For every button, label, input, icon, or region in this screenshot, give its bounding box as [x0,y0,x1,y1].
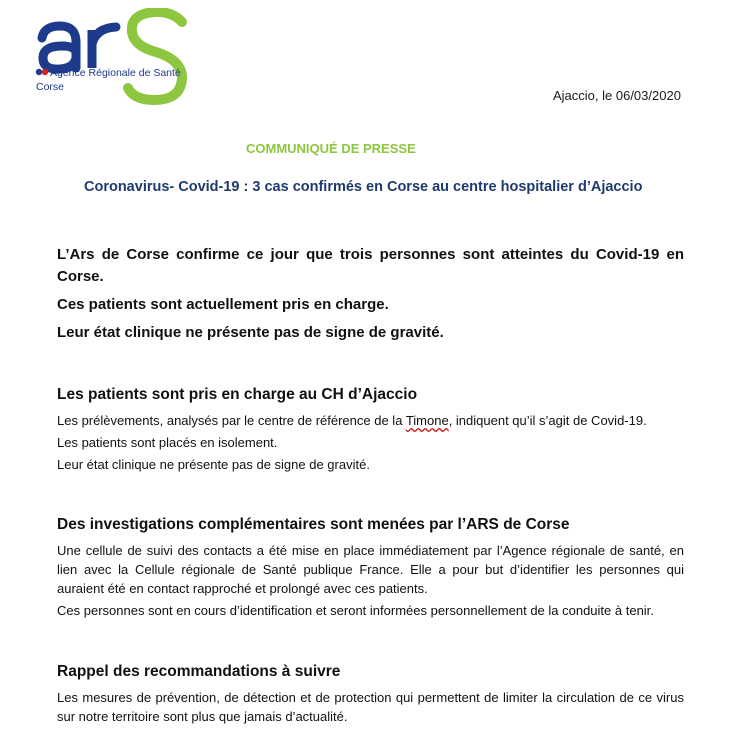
section-paragraph: Une cellule de suivi des contacts a été mise en place immédiatement par l’Agence régionale de santé, en lien avec la Cellule régionale de Santé publique France. Elle a pour but d’identifier les personnes qui auraient été en contact rapproché et prolongé avec ces patients. [57,543,684,596]
spellcheck-underlined-word: Timone [405,413,449,428]
paragraph-text: , indiquent qu’il s’agit de Covid-19. [448,413,647,428]
intro-paragraph: L’Ars de Corse confirme ce jour que trois personnes sont atteintes du Covid-19 en Corse. [57,246,684,285]
intro-paragraph: Ces patients sont actuellement pris en charge. [57,296,389,313]
logo-agency-name: Agence Régionale de Santé [50,67,181,79]
section-paragraph: Ces personnes sont en cours d’identification et seront informées personnellement de la conduite à tenir. [57,603,654,618]
press-release-label: COMMUNIQUÉ DE PRESSE [246,141,416,156]
intro-block [57,244,684,350]
section-heading: Rappel des recommandations à suivre [57,663,341,680]
document-subtitle: Coronavirus- Covid-19 : 3 cas confirmés en Corse au centre hospitalier d’Ajaccio [84,179,643,195]
section-patients [57,385,684,477]
logo-region-name: Corse [36,81,65,93]
date-line: Ajaccio, le 06/03/2020 [553,88,681,103]
ars-logo-graphic [30,8,210,108]
section-paragraph [57,411,684,430]
intro-paragraph: Leur état clinique ne présente pas de signe de gravité. [57,324,444,341]
section-heading: Des investigations complémentaires sont menées par l’ARS de Corse [57,516,570,533]
section-paragraph: Les patients sont placés en isolement. [57,435,278,450]
section-paragraph: Leur état clinique ne présente pas de signe de gravité. [57,457,370,472]
paragraph-text: Les prélèvements, analysés par le centre de référence de la [57,413,406,428]
section-recommendations [57,662,684,729]
section-investigations [57,515,684,623]
section-heading: Les patients sont pris en charge au CH d’Ajaccio [57,386,418,403]
section-paragraph: Les mesures de prévention, de détection et de protection qui permettent de limiter la circulation de ce virus sur notre territoire sont plus que jamais d’actualité. [57,690,684,724]
ars-logo [30,8,210,108]
